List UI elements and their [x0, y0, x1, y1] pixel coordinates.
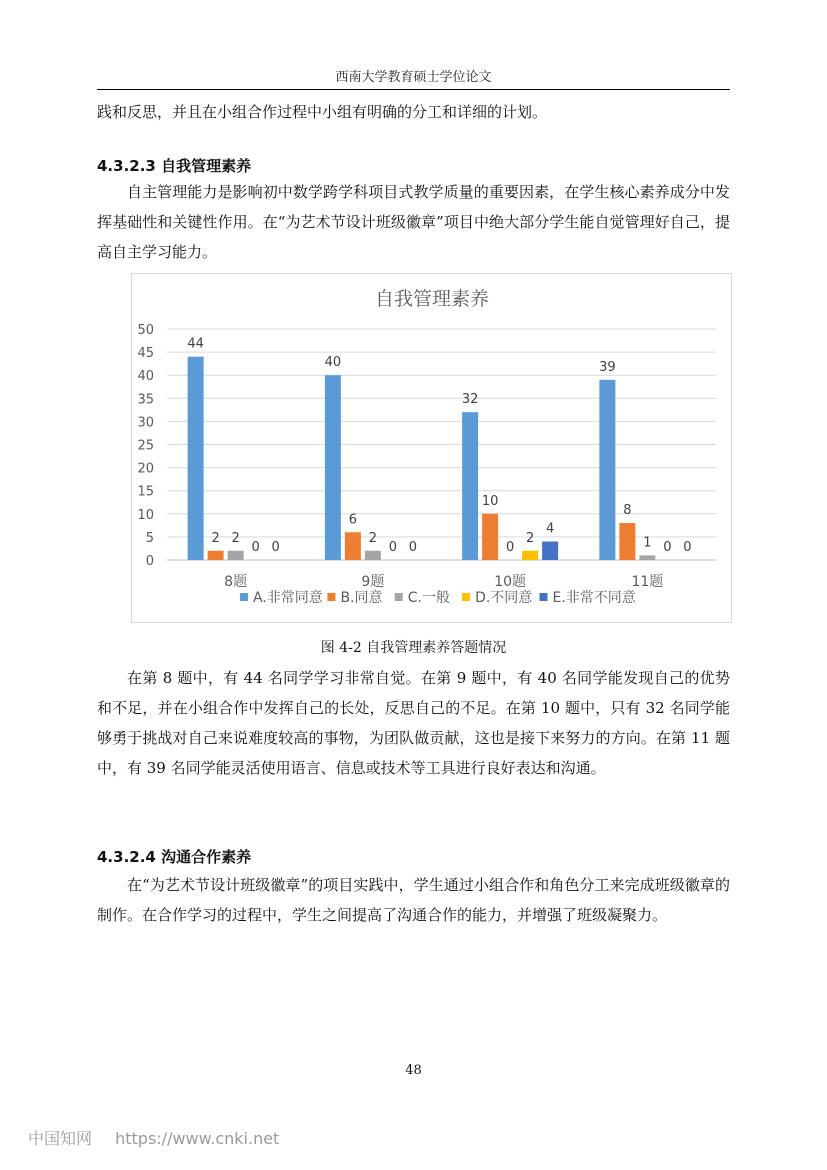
bar: [228, 551, 244, 560]
bar: [325, 375, 341, 560]
bar-data-label: 44: [187, 336, 204, 352]
bar-data-label: 0: [663, 540, 672, 555]
bar-data-label: 2: [525, 530, 535, 546]
bar-chart-canvas: [132, 274, 731, 622]
y-tick-label: 25: [137, 438, 154, 454]
x-tick-label: 10题: [494, 574, 527, 590]
legend-swatch: [462, 593, 470, 601]
bar-data-label: 0: [505, 540, 515, 555]
legend-swatch: [395, 593, 403, 601]
legend-label: C.一般: [407, 590, 450, 606]
bar-data-label: 2: [231, 530, 240, 546]
section-paragraph-communication: 在“为艺术节设计班级徽章”的项目实践中，学生通过小组合作和角色分工来完成班级徽章的制作。在合作学习的过程中，学生之间提高了沟通合作的能力，并增强了班级凝聚力。: [97, 876, 730, 924]
section-heading-communication: 4.3.2.4 沟通合作素养: [97, 848, 252, 866]
x-tick-label: 8题: [224, 574, 248, 590]
page-number: 48: [405, 1063, 422, 1078]
bar-data-label: 39: [599, 359, 616, 375]
legend-label: A.非常同意: [252, 590, 323, 606]
legend-label: D.不同意: [475, 590, 533, 606]
y-tick-label: 35: [137, 392, 154, 408]
bar-data-label: 32: [461, 392, 479, 408]
bar-data-label: 6: [348, 512, 358, 528]
figure-caption: 图 4-2 自我管理素养答题情况: [320, 640, 507, 656]
y-tick-label: 40: [137, 369, 154, 385]
y-tick-label: 10: [137, 507, 154, 523]
bar: [345, 532, 361, 560]
bar-data-label: 0: [271, 540, 280, 555]
y-tick-label: 5: [145, 530, 154, 546]
y-tick-label: 30: [137, 415, 154, 431]
analysis-paragraph: 在第 8 题中，有 44 名同学学习非常自觉。在第 9 题中，有 40 名同学能发现自己的优势和不足，并在小组合作中发挥自己的长处，反思自己的不足。在第 10 题中，只有 32 名同学能够勇于挑战对自己来说难度较高的事物，为团队做贡献，这也是接下来努力的方向。在第 11 题中，有 39 名同学能灵活使用语言、信息或技术等工具进行良好表达和沟通。: [97, 669, 730, 777]
bar-data-label: 0: [683, 540, 692, 555]
watermark: [28, 1126, 279, 1149]
chart-title: 自我管理素养: [374, 288, 490, 310]
legend-swatch: [327, 593, 335, 601]
legend-swatch: [539, 593, 547, 601]
bar-data-label: 4: [545, 521, 555, 537]
bar: [188, 357, 204, 560]
section-heading-self-management: 4.3.2.3 自我管理素养: [97, 157, 252, 175]
header-rule: [97, 89, 730, 90]
y-tick-label: 0: [145, 554, 154, 569]
bar-chart: [131, 273, 732, 623]
x-tick-label: 11题: [631, 574, 664, 590]
bar: [619, 523, 635, 560]
bar-data-label: 0: [408, 540, 418, 555]
bar: [208, 551, 224, 560]
bar: [482, 514, 498, 560]
y-tick-label: 15: [137, 484, 154, 500]
y-tick-label: 50: [137, 323, 154, 338]
watermark-brand: 中国知网: [28, 1129, 93, 1148]
bar: [365, 551, 381, 560]
legend-label: E.非常不同意: [552, 590, 636, 606]
bar-data-label: 0: [251, 540, 260, 555]
bar: [639, 555, 655, 560]
section-paragraph-self-management: 自主管理能力是影响初中数学跨学科项目式教学质量的重要因素，在学生核心素养成分中发挥基础性和关键性作用。在“为艺术节设计班级徽章”项目中绝大部分学生能自觉管理好自己，提高自主学习能力。: [97, 183, 730, 261]
y-tick-label: 20: [137, 461, 154, 477]
bar-data-label: 1: [643, 535, 652, 551]
bar-data-label: 2: [368, 530, 378, 546]
bar-data-label: 2: [211, 530, 220, 546]
intro-continuation: 践和反思，并且在小组合作过程中小组有明确的分工和详细的计划。: [97, 103, 548, 121]
x-tick-label: 9题: [361, 574, 385, 590]
bar-data-label: 0: [388, 540, 398, 555]
bar: [542, 542, 558, 560]
bar: [599, 380, 615, 560]
legend-label: B.同意: [340, 590, 383, 606]
y-tick-label: 45: [137, 346, 154, 362]
legend-swatch: [240, 593, 248, 601]
running-header: 西南大学教育硕士学位论文: [335, 70, 492, 85]
bar: [462, 412, 478, 560]
bar-data-label: 40: [324, 355, 342, 371]
watermark-url: https://www.cnki.net: [115, 1129, 280, 1148]
bar: [522, 551, 538, 560]
bar-data-label: 8: [623, 503, 632, 519]
bar-data-label: 10: [481, 493, 499, 509]
